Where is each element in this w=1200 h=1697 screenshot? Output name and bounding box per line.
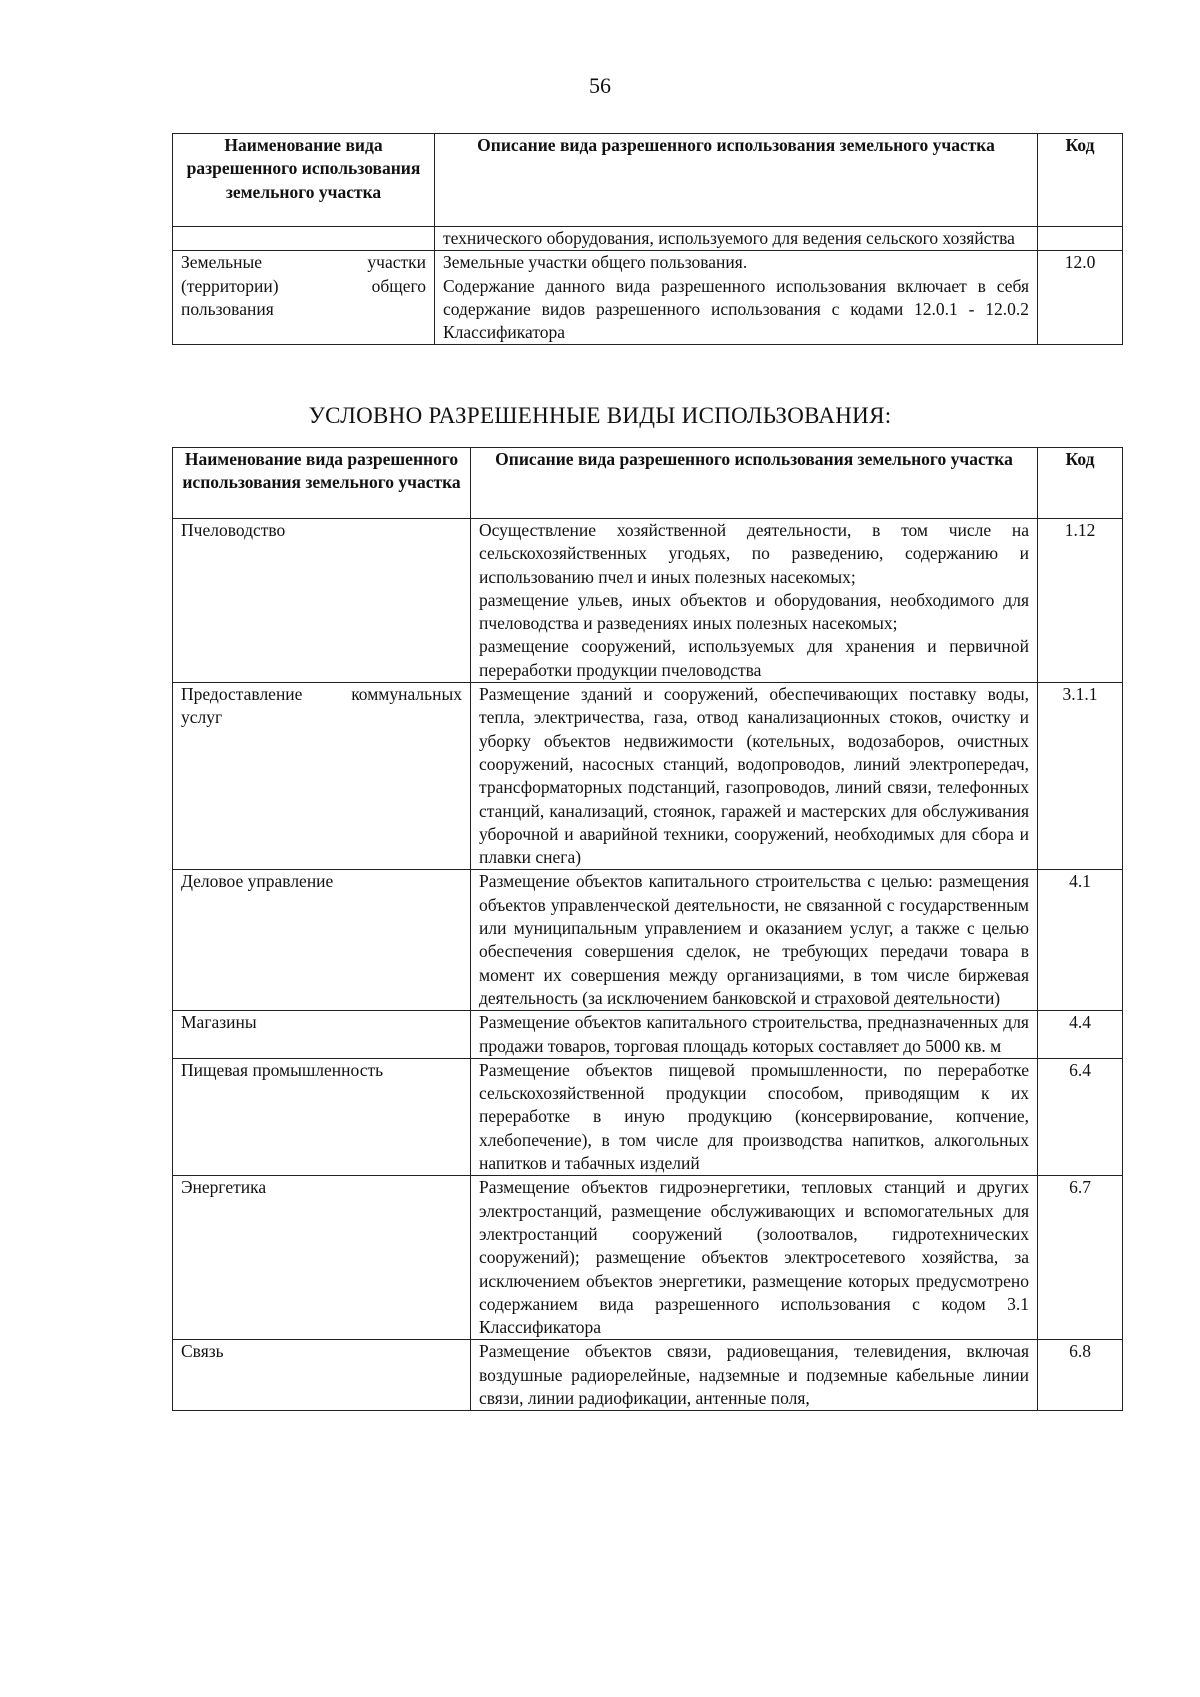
table-row xyxy=(173,1058,1123,1175)
table-row xyxy=(173,1340,1123,1411)
cell-name: Связь xyxy=(173,1340,471,1411)
cell-name: Пищевая промышленность xyxy=(173,1058,471,1175)
header-name: Наименование вида разрешенного использования земельного участка xyxy=(173,134,435,227)
description-paragraph: Размещение объектов связи, радиовещания, телевидения, включая воздушные радиорелейные, надземные и подземные кабельные линии связи, линии радиофикации, антенные поля, xyxy=(479,1341,1029,1408)
description-paragraph: Содержание данного вида разрешенного использования включает в себя содержание видов разрешенного использования с кодами 12.0.1 - 12.0.2 Классификатора xyxy=(443,275,1029,343)
cell-description xyxy=(471,519,1038,683)
cell-code: 12.0 xyxy=(1038,251,1123,345)
cell-name: Пчеловодство xyxy=(173,519,471,683)
cell-code: 1.12 xyxy=(1038,519,1123,683)
cell-description xyxy=(471,1058,1038,1175)
table-row xyxy=(173,251,1123,345)
description-paragraph: Осуществление хозяйственной деятельности, в том числе на сельскохозяйственных угодьях, по разведению, содержанию и использованию пчел и иных полезных насекомых; xyxy=(479,520,1029,587)
table-row xyxy=(173,1011,1123,1059)
table-row xyxy=(173,683,1123,870)
table-body xyxy=(173,519,1123,1411)
cell-code: 4.1 xyxy=(1038,870,1123,1011)
cell-name-empty xyxy=(173,227,435,251)
cell-description xyxy=(471,1011,1038,1059)
cell-code: 6.4 xyxy=(1038,1058,1123,1175)
description-paragraph: Размещение объектов пищевой промышленности, по переработке сельскохозяйственной продукции способом, приводящим к их переработке в иную продукцию (консервирование, копчение, хлебопечение), в том числе для производства напитков, алкогольных напитков и табачных изделий xyxy=(479,1059,1029,1174)
description-paragraph: Размещение объектов капитального строительства, предназначенных для продажи товаров, торговая площадь которых составляет до 5000 кв. м xyxy=(479,1012,1029,1056)
section-title: УСЛОВНО РАЗРЕШЕННЫЕ ВИДЫ ИСПОЛЬЗОВАНИЯ: xyxy=(308,403,892,428)
cell-code-empty xyxy=(1038,227,1123,251)
header-name: Наименование вида разрешенного использования земельного участка xyxy=(173,448,471,519)
header-code: Код xyxy=(1038,448,1123,519)
header-description: Описание вида разрешенного использования земельного участка xyxy=(471,448,1038,519)
table-row xyxy=(173,519,1123,683)
table-row xyxy=(173,870,1123,1011)
table-permitted-uses-continued xyxy=(172,133,1123,345)
table-conditional-uses xyxy=(172,447,1123,1411)
cell-name: Предоставление коммунальных услуг xyxy=(173,683,471,870)
cell-description: технического оборудования, используемого для ведения сельского хозяйства xyxy=(435,227,1038,251)
description-paragraph: Размещение объектов капитального строительства с целью: размещения объектов управленческой деятельности, не связанной с государственным или муниципальным управлением и оказанием услуг, а также с целью обеспечения совершения сделок, не требующих передачи товара в момент их совершения между организациями, в том числе биржевая деятельность (за исключением банковской и страховой деятельности) xyxy=(479,871,1029,1008)
table-row-continuation xyxy=(173,227,1123,251)
cell-description xyxy=(435,251,1038,345)
table-row xyxy=(173,1176,1123,1340)
cell-code: 4.4 xyxy=(1038,1011,1123,1059)
cell-description xyxy=(471,683,1038,870)
description-paragraph: размещение ульев, иных объектов и оборудования, необходимого для пчеловодства и разведениях иных полезных насекомых; xyxy=(479,589,1029,634)
description-paragraph: Земельные участки общего пользования. xyxy=(443,252,748,273)
cell-description xyxy=(471,870,1038,1011)
table-header-row xyxy=(173,134,1123,227)
cell-code: 3.1.1 xyxy=(1038,683,1123,870)
cell-name: Энергетика xyxy=(173,1176,471,1340)
cell-description xyxy=(471,1340,1038,1411)
header-code: Код xyxy=(1038,134,1123,227)
description-paragraph: Размещение объектов гидроэнергетики, тепловых станций и других электростанций, размещение обслуживающих и вспомогательных для электростанций сооружений (золоотвалов, гидротехнических сооружений); размещение объектов электросетевого хозяйства, за исключением объектов энергетики, размещение которых предусмотрено содержанием вида разрешенного использования с кодом 3.1 Классификатора xyxy=(479,1177,1029,1338)
cell-description xyxy=(471,1176,1038,1340)
cell-code: 6.8 xyxy=(1038,1340,1123,1411)
cell-name: Деловое управление xyxy=(173,870,471,1011)
cell-code: 6.7 xyxy=(1038,1176,1123,1340)
table-header-row xyxy=(173,448,1123,519)
page-number: 56 xyxy=(589,73,611,98)
description-paragraph: Размещение зданий и сооружений, обеспечивающих поставку воды, тепла, электричества, газа, отвод канализационных стоков, очистку и уборку объектов недвижимости (котельных, водозаборов, очистных сооружений, насосных станций, водопроводов, линий электропередач, трансформаторных подстанций, газопроводов, линий связи, телефонных станций, канализаций, стоянок, гаражей и мастерских для обслуживания уборочной и аварийной техники, сооружений, необходимых для сбора и плавки снега) xyxy=(479,684,1029,868)
cell-name: Земельные участки (территории) общего пользования xyxy=(173,251,435,345)
cell-name: Магазины xyxy=(173,1011,471,1059)
description-paragraph: размещение сооружений, используемых для хранения и первичной переработки продукции пчеловодства xyxy=(479,636,1029,680)
header-description: Описание вида разрешенного использования земельного участка xyxy=(435,134,1038,227)
